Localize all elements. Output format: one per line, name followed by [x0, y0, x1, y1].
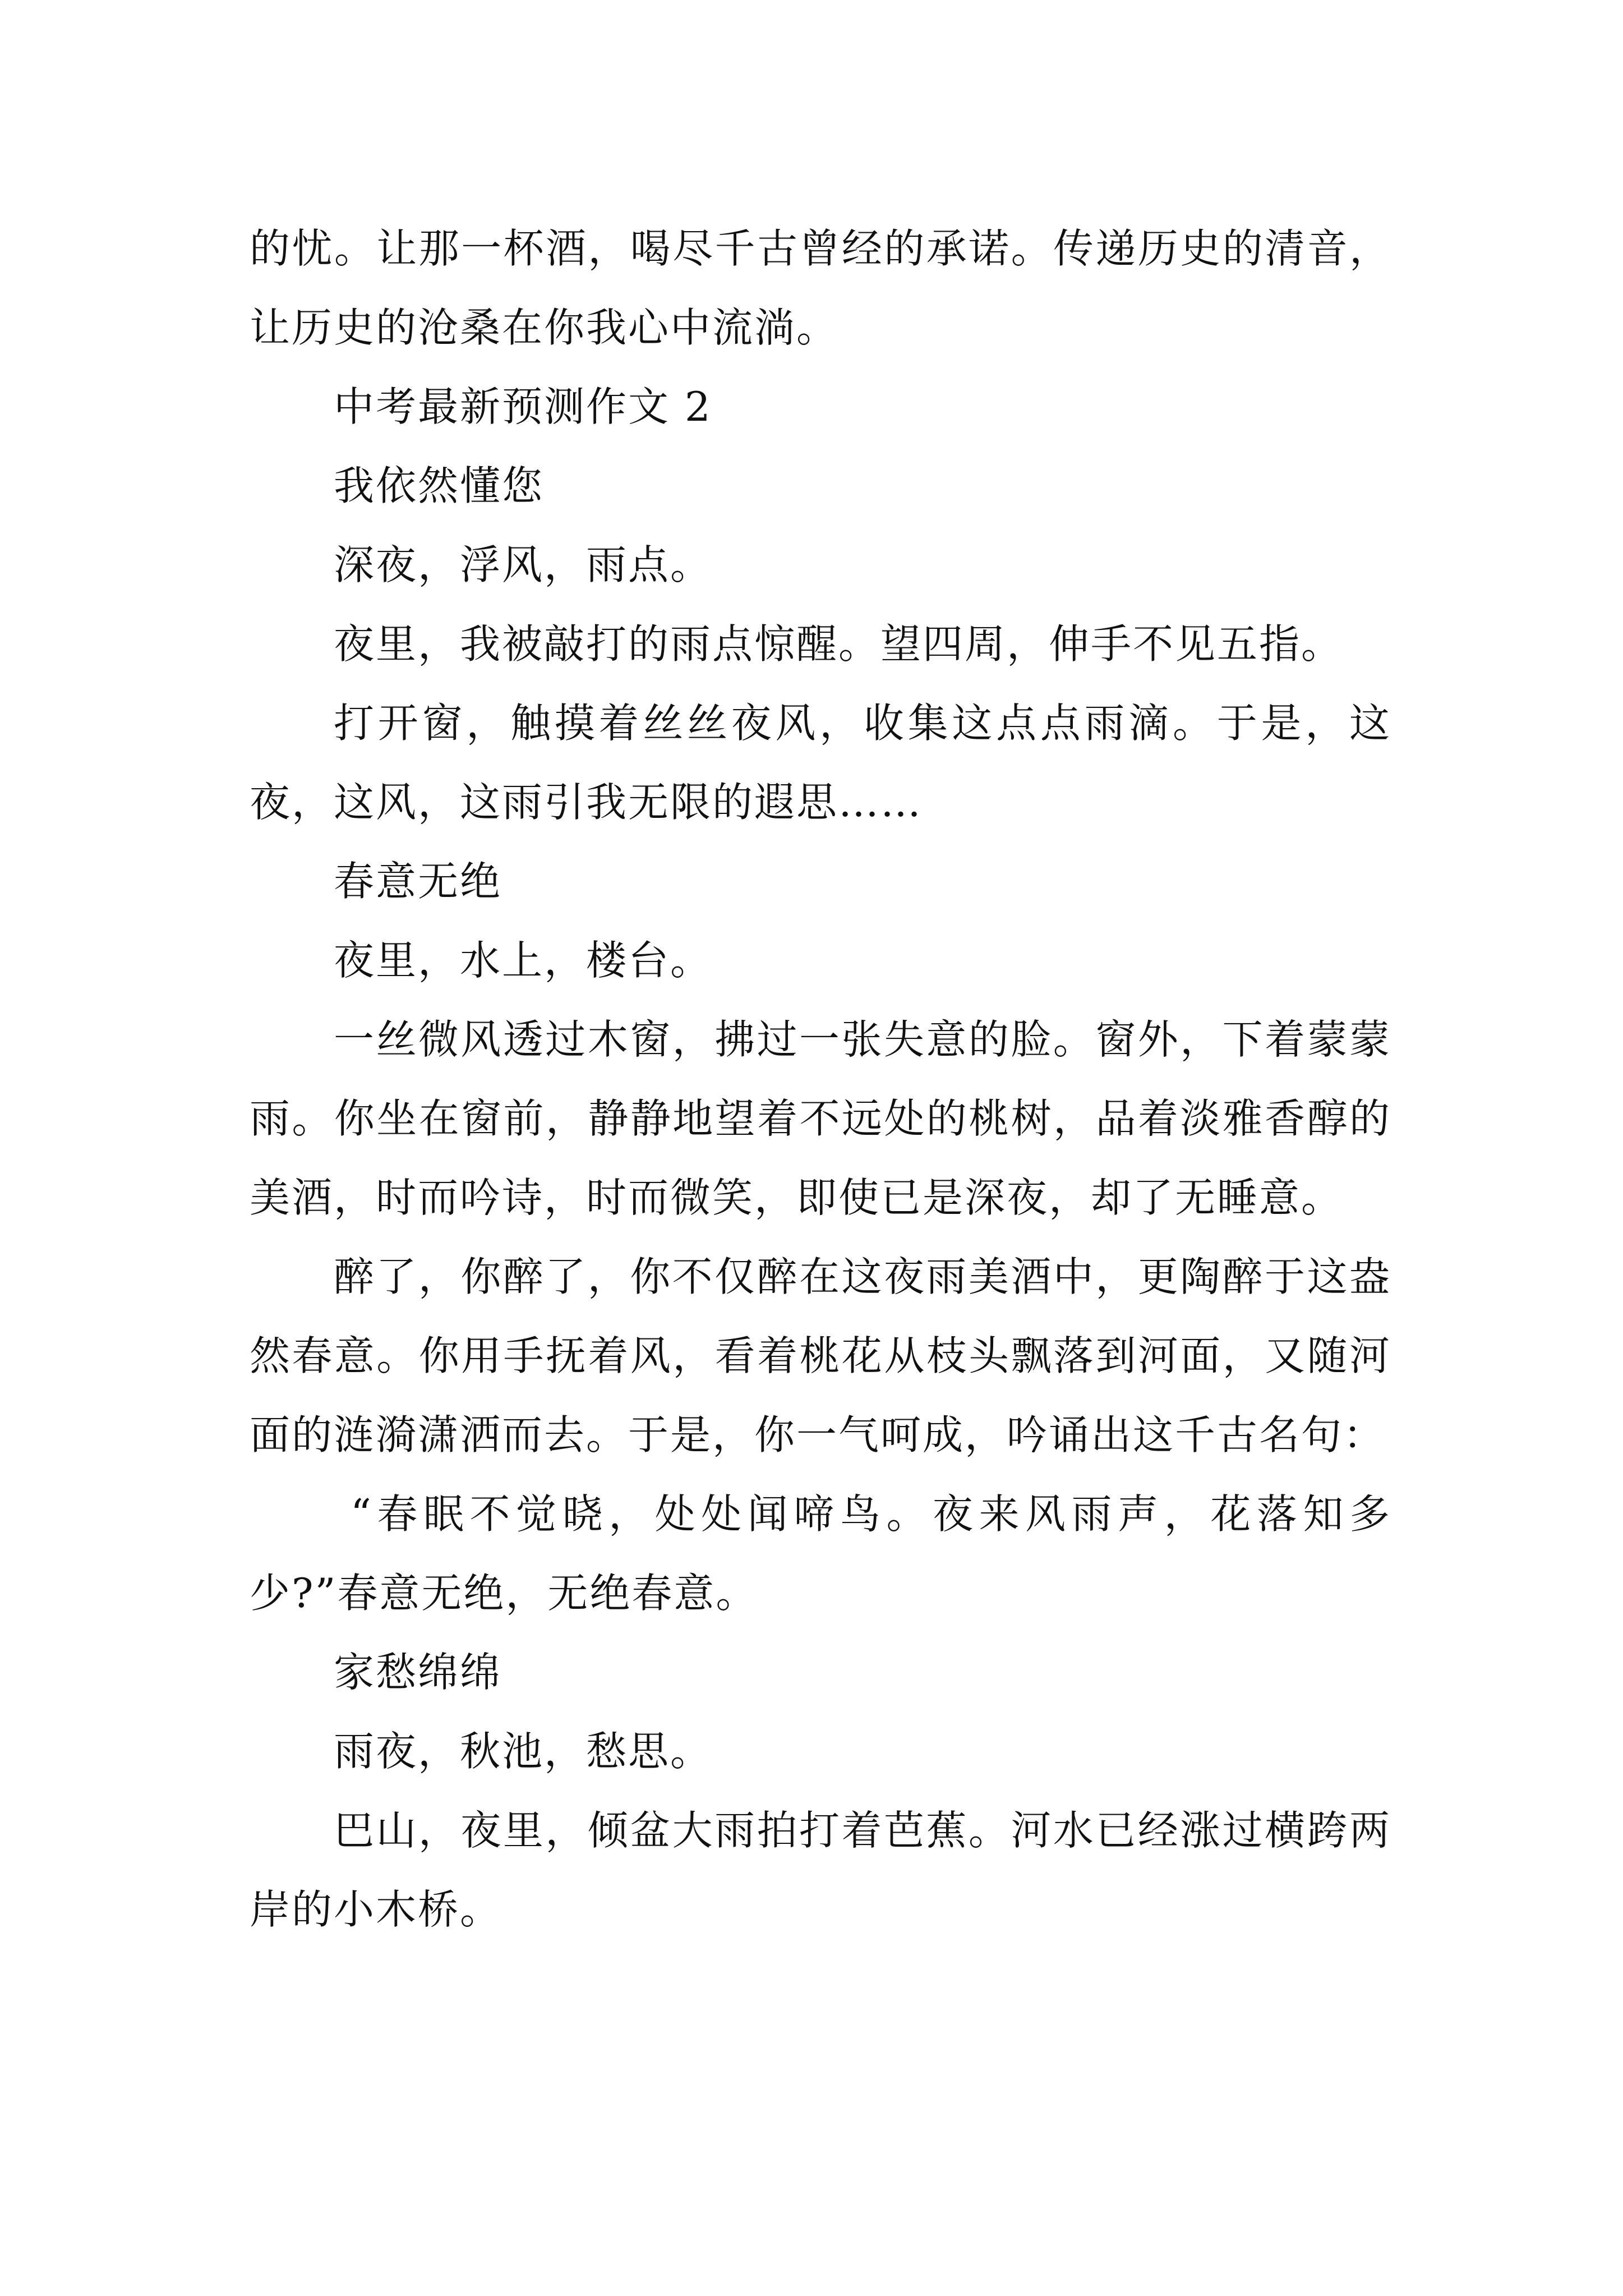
paragraph: 打开窗，触摸着丝丝夜风，收集这点点雨滴。于是，这夜，这风，这雨引我无限的遐思…… [250, 700, 1391, 826]
section-heading: 春意无绝 [334, 858, 502, 905]
essay-title: 我依然懂您 [334, 462, 545, 509]
paragraph: 雨夜，秋池，愁思。 [334, 1728, 713, 1775]
paragraph: 夜里，我被敲打的雨点惊醒。望四周，伸手不见五指。 [334, 620, 1344, 668]
paragraph-continuation: 的忧。让那一杯酒，喝尽千古曾经的承诺。传递历史的清音，让历史的沧桑在你我心中流淌。 [250, 225, 1391, 351]
paragraph: 深夜，浮风，雨点。 [334, 541, 713, 588]
essay-text [250, 209, 1391, 1949]
poem-quote: “春眠不觉晓，处处闻啼鸟。夜来风雨声，花落知多少?”春意无绝，无绝春意。 [250, 1490, 1391, 1617]
paragraph: 夜里，水上，楼台。 [334, 937, 713, 984]
paragraph: 巴山，夜里，倾盆大雨拍打着芭蕉。河水已经涨过横跨两岸的小木桥。 [250, 1807, 1391, 1933]
paragraph: 一丝微风透过木窗，拂过一张失意的脸。窗外，下着蒙蒙雨。你坐在窗前，静静地望着不远处的桃树，品着淡雅香醇的美酒，时而吟诗，时而微笑，即使已是深夜，却了无睡意。 [250, 1016, 1391, 1221]
paragraph: 醉了，你醉了，你不仅醉在这夜雨美酒中，更陶醉于这盎然春意。你用手抚着风，看着桃花从枝头飘落到河面，又随河面的涟漪潇洒而去。于是，你一气呵成，吟诵出这千古名句： [250, 1253, 1391, 1458]
essay-heading: 中考最新预测作文 2 [334, 383, 712, 430]
section-heading: 家愁绵绵 [334, 1649, 502, 1696]
